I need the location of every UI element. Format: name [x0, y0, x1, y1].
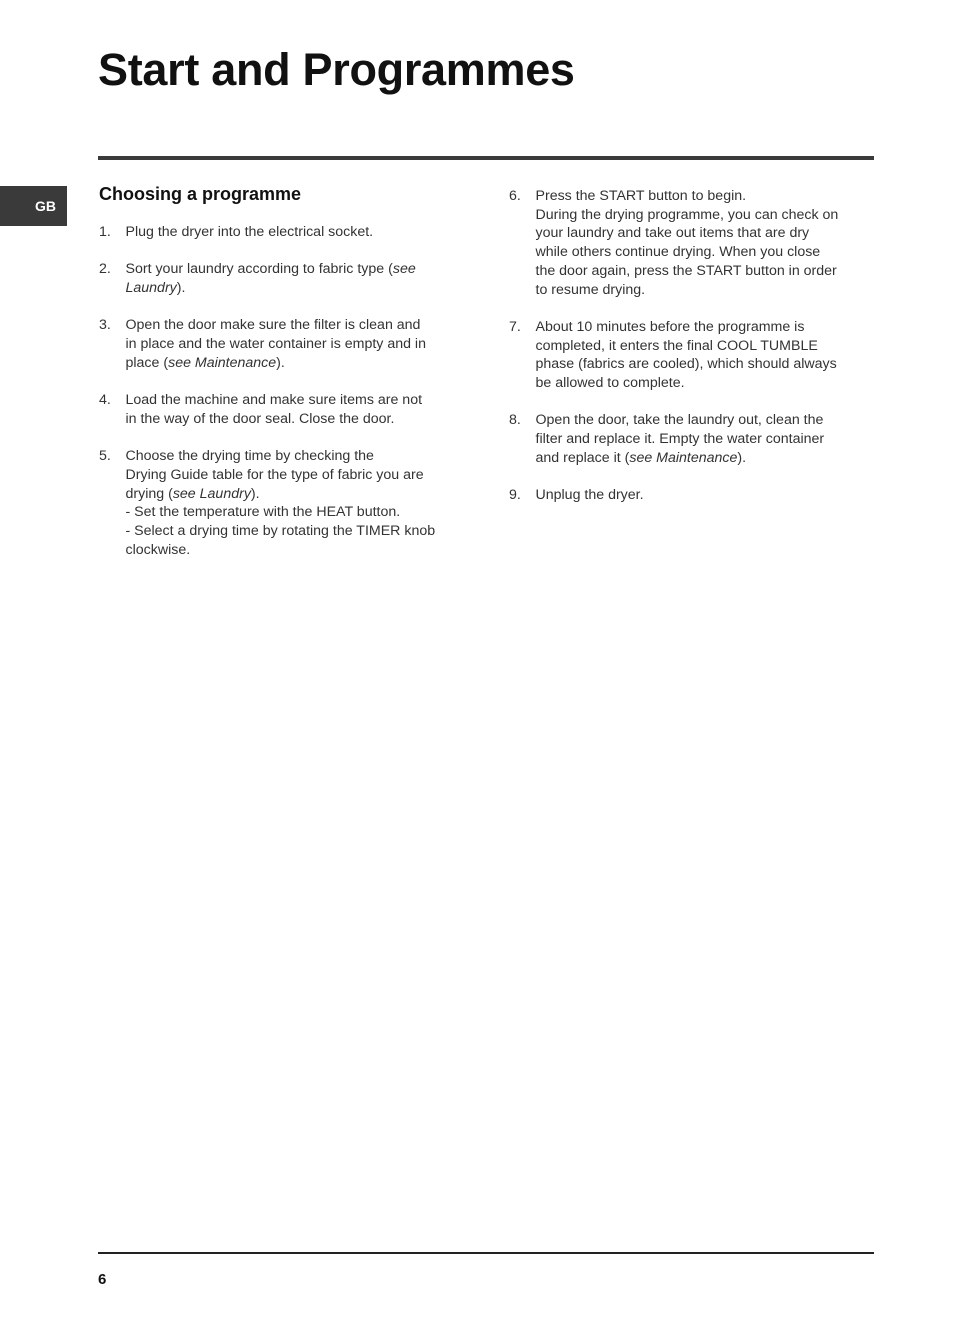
- step-text: [536, 187, 870, 299]
- step-text-line: Unplug the dryer.: [535, 487, 644, 504]
- step-item: [509, 411, 869, 467]
- step-text-line: clockwise.: [125, 541, 191, 558]
- step-number: 3.: [99, 317, 111, 334]
- step-text: [126, 223, 470, 242]
- step-text-line: Choose the drying time by checking the: [125, 448, 374, 465]
- step-text: [126, 316, 470, 372]
- step-text-line: Drying Guide table for the type of fabric you are: [125, 467, 424, 484]
- step-text: [536, 486, 870, 505]
- step-text-line: About 10 minutes before the programme is: [535, 318, 805, 335]
- step-text-line: while others continue drying. When you close: [535, 244, 821, 261]
- step-text-line: - Select a drying time by rotating the TIMER knob: [125, 523, 436, 540]
- step-item: [99, 260, 469, 297]
- step-text-line: be allowed to complete.: [535, 375, 685, 392]
- step-text: [126, 391, 470, 428]
- step-text-line: and replace it (see Maintenance).: [535, 449, 747, 466]
- step-text-line: completed, it enters the final COOL TUMBLE: [535, 337, 818, 354]
- step-item: [509, 187, 869, 299]
- step-number: 6.: [509, 188, 521, 204]
- step-item: [509, 318, 869, 393]
- step-text-line: in the way of the door seal. Close the door.: [125, 410, 395, 427]
- step-item: [99, 316, 469, 372]
- step-text-line: drying (see Laundry).: [125, 485, 260, 502]
- step-text-line: - Set the temperature with the HEAT button.: [125, 504, 401, 521]
- step-text-line: Laundry).: [125, 280, 186, 297]
- step-item: [99, 223, 469, 242]
- step-text-line: your laundry and take out items that are dry: [535, 225, 810, 242]
- step-text-line: Load the machine and make sure items are not: [125, 392, 423, 409]
- step-item: [99, 391, 469, 428]
- step-text: [126, 260, 470, 297]
- language-tab: GB: [0, 186, 67, 226]
- step-text-line: During the drying programme, you can check on: [535, 206, 839, 223]
- step-number: 9.: [509, 487, 521, 504]
- step-number: 2.: [99, 261, 111, 278]
- step-text: [126, 447, 470, 559]
- steps-column-left: [99, 223, 469, 578]
- step-item: [99, 447, 469, 559]
- footer-divider: [98, 1252, 874, 1254]
- step-text-line: Open the door make sure the filter is clean and: [125, 317, 421, 334]
- steps-column-right: [509, 187, 869, 524]
- step-text-line: place (see Maintenance).: [125, 354, 285, 371]
- header-divider: [98, 156, 874, 160]
- step-text-line: in place and the water container is empty and in: [125, 336, 426, 353]
- step-number: 5.: [99, 448, 111, 465]
- page-number: 6: [98, 1271, 107, 1288]
- step-text-line: filter and replace it. Empty the water container: [535, 431, 825, 448]
- step-text-line: Plug the dryer into the electrical socket.: [125, 224, 374, 240]
- step-text-line: the door again, press the START button in order: [535, 262, 837, 279]
- step-text-line: phase (fabrics are cooled), which should always: [535, 356, 837, 373]
- step-text-line: Open the door, take the laundry out, clean the: [535, 412, 824, 429]
- step-item: [509, 486, 869, 505]
- step-number: 1.: [99, 224, 111, 240]
- step-text: [536, 411, 870, 467]
- step-number: 4.: [99, 392, 111, 409]
- step-text-line: to resume drying.: [535, 281, 646, 298]
- step-number: 8.: [509, 412, 521, 429]
- step-number: 7.: [509, 318, 521, 335]
- section-title: Choosing a programme: [99, 184, 302, 204]
- step-text-line: Press the START button to begin.: [535, 188, 747, 204]
- step-text-line: Sort your laundry according to fabric type (see: [125, 261, 416, 278]
- page-title: Start and Programmes: [98, 44, 575, 95]
- step-text: [536, 318, 870, 393]
